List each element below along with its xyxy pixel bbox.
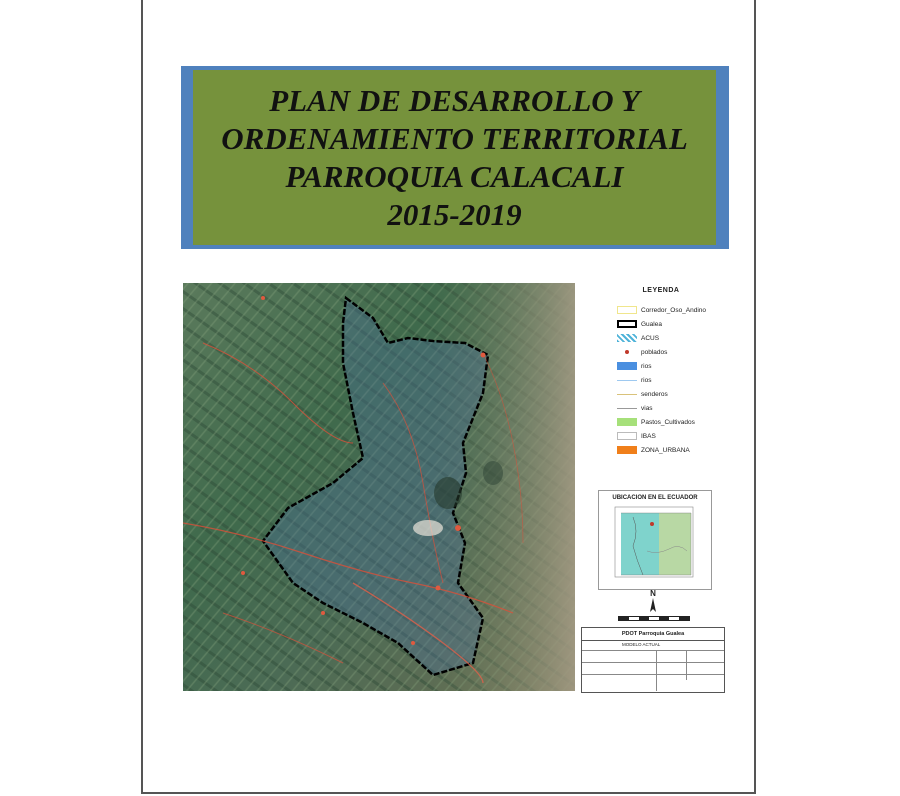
legend-item-zona-urbana — [617, 445, 690, 455]
legend-label: Gualea — [641, 320, 662, 328]
legend-symbol — [617, 446, 637, 454]
legend-label: ZONA_URBANA — [641, 446, 690, 454]
map-title-block — [581, 627, 725, 693]
legend-symbol — [617, 376, 637, 384]
legend-title: LEYENDA — [642, 287, 680, 294]
legend-item-acus — [617, 333, 659, 343]
legend-label: IBAS — [641, 432, 656, 440]
legend-symbol — [617, 334, 637, 342]
satellite-map — [183, 283, 575, 691]
inset-map-graphic — [599, 491, 711, 589]
legend-label: vias — [641, 404, 653, 412]
legend-label: rios — [641, 362, 652, 370]
scale-bar — [618, 616, 690, 621]
legend-symbol — [617, 348, 637, 356]
location-inset — [598, 490, 712, 590]
legend-label: rios — [641, 376, 652, 384]
legend-item-ibas — [617, 431, 656, 441]
inset-title: UBICACION EN EL ECUADOR — [612, 495, 698, 501]
legend-symbol — [617, 390, 637, 398]
legend-item-vias — [617, 403, 653, 413]
satellite-map-graphic — [183, 283, 575, 691]
legend-label: poblados — [641, 348, 668, 356]
titleblock-subtitle: MODELO ACTUAL — [622, 642, 661, 647]
legend-item-corredor — [617, 305, 706, 315]
legend-item-senderos — [617, 389, 668, 399]
legend-label: ACUS — [641, 334, 660, 342]
title-line-2: ORDENAMIENTO TERRITORIAL — [221, 120, 688, 156]
north-label: N — [650, 589, 656, 598]
legend-item-rios-area — [617, 361, 651, 371]
legend-item-rios-line — [617, 375, 651, 385]
legend-item-poblados — [617, 347, 667, 357]
legend-symbol — [617, 418, 637, 426]
legend-label: Pastos_Cultivados — [641, 418, 695, 426]
north-arrow — [646, 590, 660, 612]
titleblock-row — [582, 674, 724, 675]
title-line-3: PARROQUIA CALACALI — [285, 158, 624, 194]
map-legend — [605, 281, 717, 471]
titleblock-row — [582, 650, 724, 651]
legend-symbol — [617, 404, 637, 412]
north-arrow-icon — [646, 598, 660, 612]
titleblock-divider — [686, 650, 687, 680]
title-line-4: 2015-2019 — [387, 196, 522, 232]
legend-symbol — [617, 306, 637, 314]
titleblock-divider — [656, 650, 657, 691]
legend-item-pastos — [617, 417, 695, 427]
legend-symbol — [617, 432, 637, 440]
legend-label: senderos — [641, 390, 668, 398]
legend-label: Corredor_Oso_Andino — [641, 306, 707, 314]
titleblock-row — [582, 662, 724, 663]
titleblock-heading: PDOT Parroquia Gualea — [582, 628, 724, 641]
title-line-1: PLAN DE DESARROLLO Y — [269, 82, 640, 118]
legend-symbol — [617, 320, 637, 328]
legend-item-gualea — [617, 319, 662, 329]
title-box — [193, 70, 716, 245]
legend-symbol — [617, 362, 637, 370]
